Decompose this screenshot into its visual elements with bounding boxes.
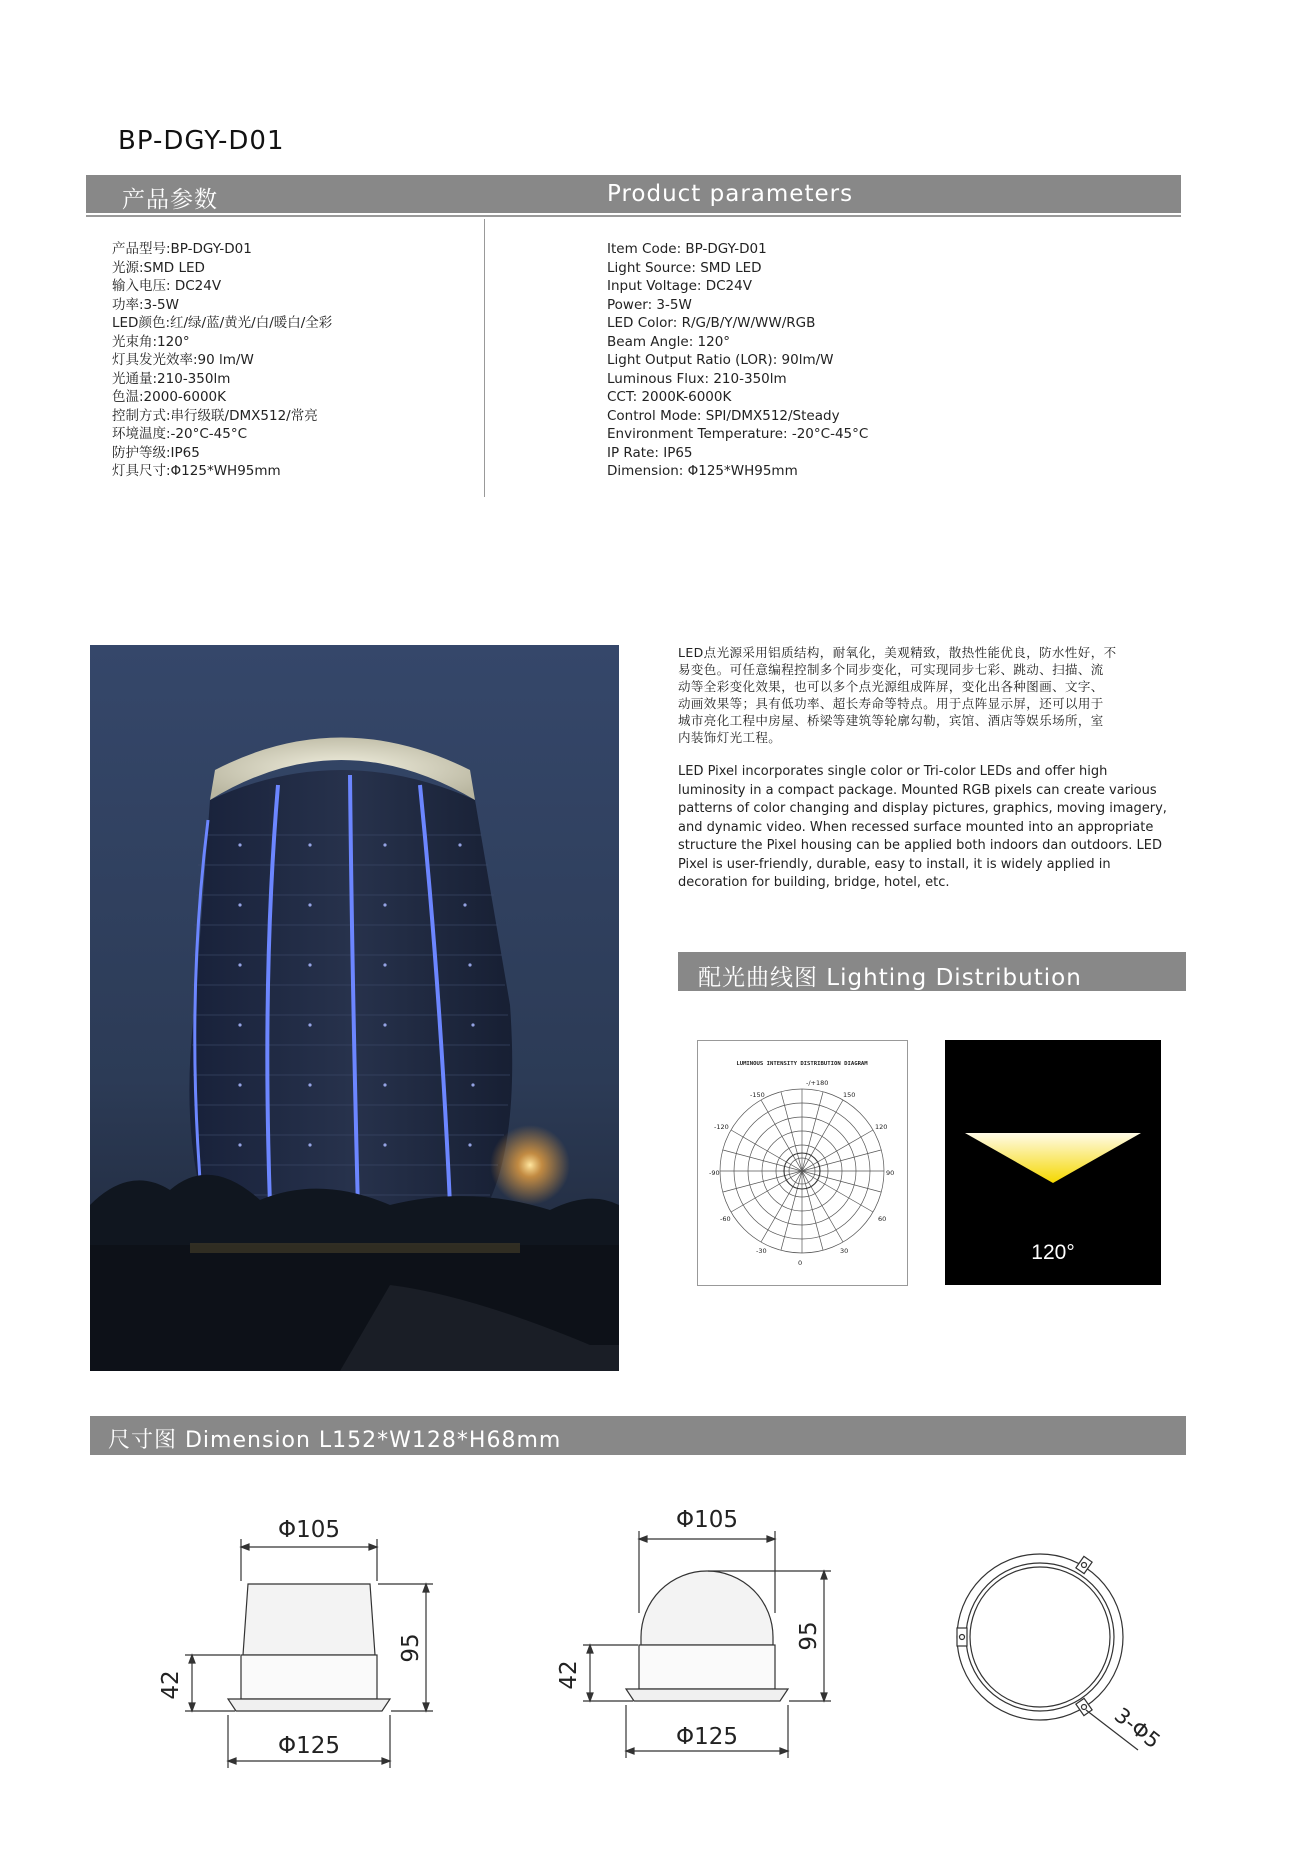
- cn-spec-item: 产品型号:BP-DGY-D01: [112, 241, 252, 257]
- dim-right-label: 95: [796, 1621, 822, 1651]
- en-spec-item: Light Source: SMD LED: [607, 259, 762, 276]
- angle-label: 90: [886, 1169, 895, 1177]
- cn-spec-item: 防护等级:IP65: [112, 444, 200, 461]
- column-divider: [484, 219, 485, 497]
- angle-label: -90: [709, 1169, 720, 1177]
- angle-label: 0: [798, 1259, 803, 1267]
- cn-spec-item: 光通量:210-350lm: [112, 370, 231, 387]
- dimension-view-dome-top: [548, 1505, 848, 1765]
- polar-distribution-diagram: [697, 1040, 908, 1286]
- description-cn: [678, 644, 1190, 746]
- dim-bottom-label: Φ125: [277, 1733, 341, 1759]
- angle-label: -120: [714, 1123, 729, 1131]
- description-en: [678, 763, 1190, 893]
- en-spec-list: [607, 240, 868, 481]
- angle-label: -150: [750, 1091, 765, 1099]
- cn-spec-item: 输入电压: DC24V: [112, 278, 222, 294]
- en-spec-item: LED Color: R/G/B/Y/W/WW/RGB: [607, 315, 816, 331]
- en-spec-item: Luminous Flux: 210-350lm: [607, 370, 787, 387]
- description-en-line: and dynamic video. When recessed surface mounted into an appropriate: [678, 819, 1154, 835]
- angle-label: -/+180: [806, 1079, 829, 1087]
- dim-left-label: 42: [556, 1660, 582, 1690]
- dim-top-label: Φ105: [277, 1517, 341, 1543]
- diagram-title: LUMINOUS INTENSITY DISTRIBUTION DIAGRAM: [736, 1061, 868, 1067]
- angle-label: 30: [840, 1247, 849, 1255]
- dimension-title: 尺寸图 Dimension L152*W128*H68mm: [108, 1428, 562, 1453]
- beam-angle-label: 120°: [1031, 1241, 1075, 1264]
- building-illustration: [90, 645, 619, 1371]
- en-spec-item: IP Rate: IP65: [607, 444, 693, 461]
- angle-label: -30: [756, 1247, 767, 1255]
- en-spec-item: Light Output Ratio (LOR): 90lm/W: [607, 352, 834, 368]
- hole-label: 3-Φ5: [1109, 1703, 1165, 1754]
- en-spec-item: Input Voltage: DC24V: [607, 278, 752, 294]
- description-cn-line: 城市亮化工程中房屋、桥梁等建筑等轮廓勾勒，宾馆、酒店等娱乐场所，室: [678, 713, 1104, 728]
- dim-bottom-label: Φ125: [675, 1724, 739, 1750]
- polar-grid: [720, 1089, 887, 1253]
- description-cn-line: 易变色。可任意编程控制多个同步变化，可实现同步七彩、跳动、扫描、流: [678, 662, 1104, 677]
- en-spec-item: Beam Angle: 120°: [607, 333, 731, 350]
- params-header-bar: [86, 175, 1181, 213]
- polar-diagram-svg: [698, 1041, 907, 1285]
- lighting-distribution-bar: [678, 952, 1186, 991]
- description-cn-line: 动画效果等；具有低功率、超长寿命等特点。用于点阵显示屏，还可以用于: [678, 696, 1104, 711]
- description-en-line: luminosity in a compact package. Mounted RGB pixels can create various: [678, 782, 1157, 798]
- dimension-view-flat-top: [150, 1515, 450, 1775]
- cn-spec-item: 色温:2000-6000K: [112, 389, 226, 405]
- description-en-line: LED Pixel incorporates single color or Tri-color LEDs and offer high: [678, 764, 1108, 779]
- angle-label: 60: [878, 1215, 887, 1223]
- header-rule: [86, 215, 1181, 217]
- angle-label: 150: [843, 1091, 856, 1099]
- description-en-line: decoration for building, bridge, hotel, etc.: [678, 875, 950, 890]
- cn-spec-item: LED颜色:红/绿/蓝/黄光/白/暖白/全彩: [112, 315, 333, 331]
- dim-right-label: 95: [398, 1633, 424, 1663]
- cn-spec-item: 功率:3-5W: [112, 296, 179, 313]
- cn-spec-item: 灯具尺寸:Φ125*WH95mm: [112, 463, 281, 479]
- description-en-line: Pixel is user-friendly, durable, easy to install, it is widely applied in: [678, 856, 1111, 872]
- description-en-line: patterns of color changing and display pictures, graphics, moving imagery,: [678, 801, 1167, 816]
- beam-angle-svg: [945, 1040, 1161, 1285]
- cn-spec-item: 光源:SMD LED: [112, 259, 205, 276]
- cn-spec-item: 灯具发光效率:90 lm/W: [112, 352, 254, 368]
- en-spec-item: Item Code: BP-DGY-D01: [607, 241, 767, 257]
- en-spec-item: Control Mode: SPI/DMX512/Steady: [607, 407, 840, 424]
- cn-spec-item: 控制方式:串行级联/DMX512/常亮: [112, 407, 318, 424]
- description-cn-line: LED点光源采用铝质结构，耐氧化，美观精致，散热性能优良，防水性好，不: [678, 645, 1117, 660]
- en-spec-item: Dimension: Φ125*WH95mm: [607, 463, 798, 479]
- angle-label: -60: [720, 1215, 731, 1223]
- beam-angle-illustration: [945, 1040, 1161, 1285]
- params-header-cn: 产品参数: [122, 187, 218, 213]
- en-spec-item: CCT: 2000K-6000K: [607, 389, 732, 405]
- angle-label: 120: [875, 1123, 888, 1131]
- dim-top-label: Φ105: [675, 1507, 739, 1533]
- cn-spec-list: [112, 240, 332, 481]
- lighting-distribution-title: 配光曲线图 Lighting Distribution: [698, 965, 1082, 991]
- params-header-en: Product parameters: [607, 181, 854, 207]
- beam-cone: [965, 1133, 1141, 1183]
- description-en-line: structure the Pixel housing can be applied both indoors dan outdoors. LED: [678, 838, 1163, 853]
- cn-spec-item: 环境温度:-20°C-45°C: [112, 426, 247, 442]
- dim-left-label: 42: [158, 1670, 184, 1700]
- description-cn-line: 动等全彩变化效果，也可以多个点光源组成阵屏，变化出各种图画、文字、: [678, 679, 1104, 694]
- cn-spec-item: 光束角:120°: [112, 333, 190, 350]
- dimension-view-top: [955, 1540, 1195, 1760]
- model-title: BP-DGY-D01: [118, 126, 285, 156]
- building-photo: [90, 645, 619, 1371]
- en-spec-item: Environment Temperature: -20°C-45°C: [607, 426, 869, 442]
- en-spec-item: Power: 3-5W: [607, 296, 692, 313]
- description-cn-line: 内装饰灯光工程。: [678, 730, 782, 745]
- dimension-bar: [90, 1416, 1186, 1455]
